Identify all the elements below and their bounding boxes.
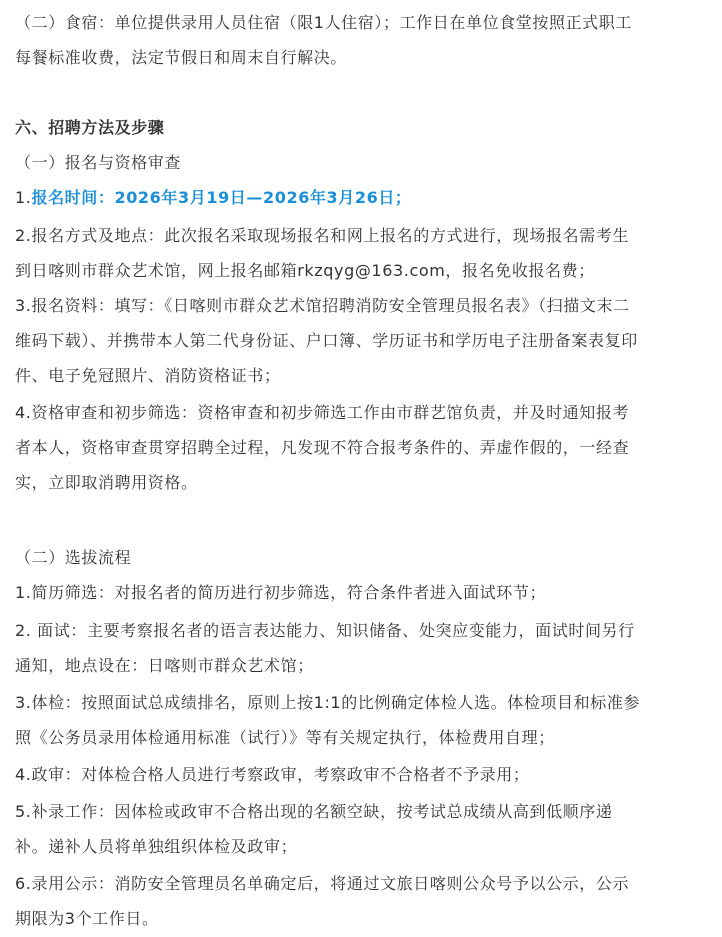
registration-materials-line-2: 维码下载）、并携带本人第二代身份证、户口簿、学历证书和学历电子注册备案表复印 xyxy=(15,331,638,350)
step-medical-line-2: 照《公务员录用体检通用标准（试行）》等有关规定执行，体检费用自理； xyxy=(15,728,555,747)
qualification-review-line-1: 4.资格审查和初步筛选：资格审查和初步筛选工作由市群艺馆负责，并及时通知报考 xyxy=(15,403,630,422)
registration-time-number: 1. xyxy=(15,188,32,207)
registration-method-line-2: 到日喀则市群众艺术馆，网上报名邮箱rkzqyg@163.com，报名免收报名费； xyxy=(15,261,595,280)
registration-time-highlight: 报名时间：2026年3月19日—2026年3月26日； xyxy=(31,188,412,207)
section-6-heading: 六、招聘方法及步骤 xyxy=(15,118,165,137)
step-supplement-line-2: 补。递补人员将单独组织体检及政审； xyxy=(15,837,298,856)
step-interview-line-2: 通知，地点设在：日喀则市群众艺术馆； xyxy=(15,656,314,675)
registration-materials-line-3: 件、电子免冠照片、消防资格证书； xyxy=(15,366,281,385)
registration-materials-line-1: 3.报名资料：填写：《日喀则市群众艺术馆招聘消防安全管理员报名表》（扫描文末二 xyxy=(15,296,630,315)
step-publicity-line-1: 6.录用公示：消防安全管理员名单确定后，将通过文旅日喀则公众号予以公示，公示 xyxy=(15,874,630,893)
step-resume-screening: 1.简历筛选：对报名者的简历进行初步筛选，符合条件者进入面试环节； xyxy=(15,583,547,602)
step-political-review: 4.政审：对体检合格人员进行考察政审，考察政审不合格者不予录用； xyxy=(15,765,530,784)
registration-time-item xyxy=(15,180,705,215)
accommodation-line-2: 每餐标准收费，法定节假日和周末自行解决。 xyxy=(15,48,348,67)
step-publicity-line-2: 期限为3个工作日。 xyxy=(15,909,159,928)
subsection-1-heading: （一）报名与资格审查 xyxy=(15,153,182,172)
qualification-review-line-3: 实，立即取消聘用资格。 xyxy=(15,473,198,492)
step-medical-line-1: 3.体检：按照面试总成绩排名，原则上按1:1的比例确定体检人选。体检项目和标准参 xyxy=(15,693,641,712)
qualification-review-line-2: 者本人，资格审查贯穿招聘全过程，凡发现不符合报考条件的、弄虚作假的，一经查 xyxy=(15,438,630,457)
step-supplement-line-1: 5.补录工作：因体检或政审不合格出现的名额空缺，按考试总成绩从高到低顺序递 xyxy=(15,802,613,821)
subsection-2-heading: （二）选拔流程 xyxy=(15,548,132,567)
step-interview-line-1: 2. 面试：主要考察报名者的语言表达能力、知识储备、处突应变能力，面试时间另行 xyxy=(15,621,635,640)
accommodation-line-1: （二）食宿：单位提供录用人员住宿（限1人住宿）；工作日在单位食堂按照正式职工 xyxy=(15,13,632,32)
registration-method-line-1: 2.报名方式及地点：此次报名采取现场报名和网上报名的方式进行，现场报名需考生 xyxy=(15,226,630,245)
